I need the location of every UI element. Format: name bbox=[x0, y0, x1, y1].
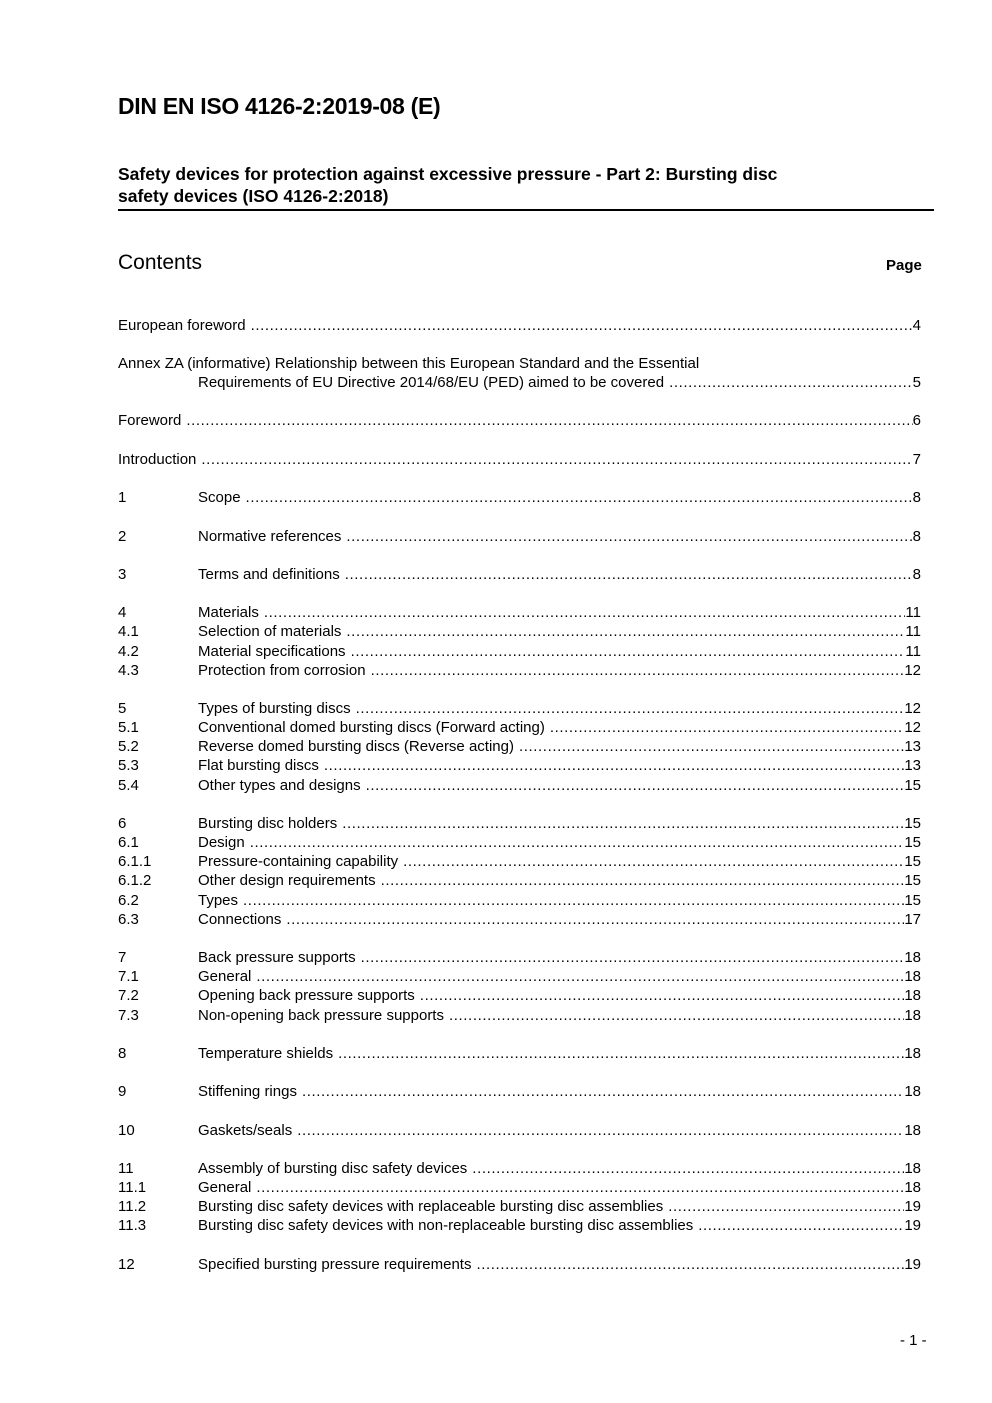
toc-leader-dots bbox=[251, 967, 904, 986]
toc-entry-page: 15 bbox=[904, 853, 921, 870]
toc-entry-page: 18 bbox=[904, 1007, 921, 1024]
toc-entry-title: European foreword bbox=[118, 317, 246, 334]
toc-entry[interactable] bbox=[118, 1006, 921, 1025]
toc-entry-number: 7.2 bbox=[118, 987, 139, 1004]
toc-leader-dots bbox=[238, 891, 904, 910]
toc-entry-title: Flat bursting discs bbox=[198, 757, 319, 774]
toc-entry-title: Non-opening back pressure supports bbox=[198, 1007, 444, 1024]
toc-leader-dots bbox=[366, 661, 905, 680]
toc-leader-dots bbox=[545, 718, 904, 737]
toc-entry-title: Requirements of EU Directive 2014/68/EU (PED) aimed to be covered bbox=[198, 374, 665, 391]
toc-entry-title: Other types and designs bbox=[198, 777, 361, 794]
toc-entry-number: 8 bbox=[118, 1045, 127, 1062]
toc-entry-title: Bursting disc safety devices with replaceable bursting disc assemblies bbox=[198, 1198, 664, 1215]
toc-entry-number: 11.1 bbox=[118, 1179, 147, 1196]
toc-leader-dots bbox=[251, 1178, 904, 1197]
toc-entry-title: Pressure-containing capability bbox=[198, 853, 399, 870]
toc-entry-number: 4.1 bbox=[118, 623, 139, 640]
toc-leader-dots bbox=[351, 699, 905, 718]
subtitle-line-1: Safety devices for protection against excessive pressure - Part 2: Bursting disc bbox=[118, 164, 778, 184]
toc-entry[interactable] bbox=[118, 527, 921, 546]
toc-entry-page: 12 bbox=[904, 662, 921, 679]
toc-entry[interactable] bbox=[118, 1159, 921, 1178]
toc-entry-title: Material specifications bbox=[198, 643, 346, 660]
toc-entry-title: Temperature shields bbox=[198, 1045, 334, 1062]
toc-entry[interactable] bbox=[118, 411, 921, 430]
toc-leader-dots bbox=[376, 871, 905, 890]
toc-entry-number: 3 bbox=[118, 566, 127, 583]
toc-entry[interactable] bbox=[118, 450, 921, 469]
toc-entry-title: Specified bursting pressure requirements bbox=[198, 1256, 472, 1273]
toc-entry-number: 1 bbox=[118, 489, 127, 506]
contents-heading: Contents bbox=[118, 251, 203, 274]
toc-entry-title: Bursting disc safety devices with non-replaceable bursting disc assemblies bbox=[198, 1217, 694, 1234]
toc-entry-title: Introduction bbox=[118, 451, 197, 468]
toc-entry[interactable] bbox=[118, 316, 921, 335]
toc-entry-page: 18 bbox=[904, 949, 921, 966]
toc-entry[interactable] bbox=[118, 756, 921, 775]
toc-entry[interactable] bbox=[118, 852, 921, 871]
toc-entry[interactable] bbox=[118, 776, 921, 795]
toc-entry[interactable] bbox=[118, 1044, 921, 1063]
toc-entry[interactable] bbox=[118, 642, 921, 661]
toc-entry-number: 7.3 bbox=[118, 1007, 139, 1024]
toc-entry[interactable] bbox=[118, 1178, 921, 1197]
toc-entry-page: 15 bbox=[904, 834, 921, 851]
toc-entry-title: Terms and definitions bbox=[198, 566, 340, 583]
toc-entry-number: 9 bbox=[118, 1083, 127, 1100]
toc-annex-za-line-1[interactable]: Annex ZA (informative) Relationship between this European Standard and the Essential bbox=[118, 355, 700, 372]
toc-entry-number: 11.2 bbox=[118, 1198, 147, 1215]
toc-leader-dots bbox=[333, 1044, 904, 1063]
toc-entry-number: 11.3 bbox=[118, 1217, 147, 1234]
toc-entry-title: Foreword bbox=[118, 412, 182, 429]
page-column-heading: Page bbox=[886, 257, 922, 274]
toc-entry-title: Selection of materials bbox=[198, 623, 342, 640]
toc-entry-page: 13 bbox=[904, 738, 921, 755]
toc-entry-page: 12 bbox=[904, 700, 921, 717]
toc-leader-dots bbox=[245, 833, 905, 852]
toc-entry[interactable] bbox=[118, 1197, 921, 1216]
toc-entry-title: Opening back pressure supports bbox=[198, 987, 415, 1004]
toc-entry-page: 12 bbox=[904, 719, 921, 736]
toc-entry-page: 18 bbox=[904, 1160, 921, 1177]
toc-entry-title: Conventional domed bursting discs (Forward acting) bbox=[198, 719, 545, 736]
document-title: DIN EN ISO 4126-2:2019-08 (E) bbox=[118, 93, 441, 119]
toc-entry-page: 18 bbox=[904, 987, 921, 1004]
toc-entry[interactable] bbox=[118, 1082, 921, 1101]
toc-entry-page: 18 bbox=[904, 1083, 921, 1100]
toc-entry-page: 8 bbox=[912, 489, 921, 506]
toc-entry-title: Reverse domed bursting discs (Reverse acting) bbox=[198, 738, 514, 755]
toc-entry-number: 5 bbox=[118, 700, 127, 717]
toc-entry-number: 4 bbox=[118, 604, 127, 621]
toc-leader-dots bbox=[319, 756, 904, 775]
toc-entry-page: 19 bbox=[904, 1256, 921, 1273]
toc-entry-number: 6.1.1 bbox=[118, 853, 152, 870]
toc-entry-title: Design bbox=[198, 834, 245, 851]
toc-leader-dots bbox=[341, 527, 912, 546]
toc-leader-dots bbox=[246, 316, 913, 335]
toc-entry-page: 15 bbox=[904, 777, 921, 794]
toc-entry[interactable] bbox=[118, 699, 921, 718]
toc-leader-dots bbox=[361, 776, 905, 795]
toc-entry-number: 6.3 bbox=[118, 911, 139, 928]
toc-entry-title: Gaskets/seals bbox=[198, 1122, 293, 1139]
toc-entry-page: 4 bbox=[912, 317, 921, 334]
toc-entry-title: Types of bursting discs bbox=[198, 700, 351, 717]
toc-entry-page: 17 bbox=[904, 911, 921, 928]
document-subtitle bbox=[118, 163, 934, 211]
toc-entry-number: 12 bbox=[118, 1256, 135, 1273]
toc-entry-title: Types bbox=[198, 892, 239, 909]
toc-entry[interactable] bbox=[118, 814, 921, 833]
footer-page-number: - 1 - bbox=[900, 1332, 927, 1349]
toc-leader-dots bbox=[196, 450, 912, 469]
toc-entry[interactable] bbox=[118, 565, 921, 584]
toc-entry-page: 15 bbox=[904, 815, 921, 832]
toc-entry-title: Assembly of bursting disc safety devices bbox=[198, 1160, 468, 1177]
toc-leader-dots bbox=[471, 1255, 904, 1274]
toc-leader-dots bbox=[181, 411, 912, 430]
toc-entry-page: 11 bbox=[905, 643, 921, 660]
toc-entry[interactable] bbox=[118, 622, 921, 641]
toc-entry[interactable] bbox=[118, 833, 921, 852]
toc-leader-dots bbox=[467, 1159, 904, 1178]
subtitle-line-2: safety devices (ISO 4126-2:2018) bbox=[118, 186, 389, 206]
toc-entry-number: 5.3 bbox=[118, 757, 139, 774]
toc-entry-page: 7 bbox=[912, 451, 921, 468]
toc-entry-page: 6 bbox=[912, 412, 921, 429]
toc-entry-title: Bursting disc holders bbox=[198, 815, 338, 832]
toc-entry-title: Materials bbox=[198, 604, 259, 621]
toc-entry-title: Scope bbox=[198, 489, 241, 506]
toc-entry-number: 6.1.2 bbox=[118, 872, 152, 889]
toc-leader-dots bbox=[664, 373, 913, 392]
toc-leader-dots bbox=[693, 1216, 904, 1235]
toc-leader-dots bbox=[340, 565, 913, 584]
toc-leader-dots bbox=[398, 852, 904, 871]
toc-entry[interactable] bbox=[118, 891, 921, 910]
toc-entry-number: 7.1 bbox=[118, 968, 139, 985]
toc-entry-page: 13 bbox=[904, 757, 921, 774]
toc-entry-title: Connections bbox=[198, 911, 282, 928]
toc-entry[interactable] bbox=[118, 986, 921, 1005]
toc-entry-title: Other design requirements bbox=[198, 872, 376, 889]
toc-entry-page: 15 bbox=[904, 872, 921, 889]
toc-entry-page: 15 bbox=[904, 892, 921, 909]
toc-entry-title: Back pressure supports bbox=[198, 949, 356, 966]
toc-leader-dots bbox=[292, 1121, 904, 1140]
toc-leader-dots bbox=[341, 622, 905, 641]
toc-entry-number: 5.1 bbox=[118, 719, 139, 736]
toc-entry-number: 5.2 bbox=[118, 738, 139, 755]
toc-entry-number: 2 bbox=[118, 528, 127, 545]
toc-entry[interactable] bbox=[118, 967, 921, 986]
toc-entry-page: 19 bbox=[904, 1217, 921, 1234]
toc-entry-number: 7 bbox=[118, 949, 127, 966]
toc-entry-page: 8 bbox=[912, 566, 921, 583]
toc-entry-number: 6.2 bbox=[118, 892, 139, 909]
toc-leader-dots bbox=[663, 1197, 904, 1216]
toc-annex-za-line-2[interactable] bbox=[118, 373, 921, 392]
toc-entry-page: 18 bbox=[904, 1122, 921, 1139]
toc-entry-page: 19 bbox=[904, 1198, 921, 1215]
toc-entry-page: 11 bbox=[905, 604, 921, 621]
toc-leader-dots bbox=[259, 603, 906, 622]
toc-leader-dots bbox=[241, 488, 913, 507]
toc-entry[interactable] bbox=[118, 871, 921, 890]
toc-entry[interactable] bbox=[118, 1255, 921, 1274]
toc-leader-dots bbox=[444, 1006, 904, 1025]
toc-entry-title: Stiffening rings bbox=[198, 1083, 297, 1100]
toc-entry-number: 11 bbox=[118, 1160, 134, 1177]
toc-entry[interactable] bbox=[118, 603, 921, 622]
toc-leader-dots bbox=[337, 814, 904, 833]
toc-entry[interactable] bbox=[118, 948, 921, 967]
toc-entry[interactable] bbox=[118, 488, 921, 507]
toc-entry-number: 4.2 bbox=[118, 643, 139, 660]
toc-entry-page: 8 bbox=[912, 528, 921, 545]
toc-entry-page: 5 bbox=[912, 374, 921, 391]
toc-leader-dots bbox=[356, 948, 905, 967]
toc-entry[interactable] bbox=[118, 1121, 921, 1140]
toc-entry-title: General bbox=[198, 968, 252, 985]
toc-entry-number: 10 bbox=[118, 1122, 135, 1139]
toc-entry-number: 5.4 bbox=[118, 777, 139, 794]
toc-entry[interactable] bbox=[118, 737, 921, 756]
toc-entry[interactable] bbox=[118, 661, 921, 680]
toc-entry-number: 4.3 bbox=[118, 662, 139, 679]
toc-entry-title: Normative references bbox=[198, 528, 342, 545]
toc-entry-title: General bbox=[198, 1179, 252, 1196]
toc-entry-page: 18 bbox=[904, 968, 921, 985]
toc-entry-page: 18 bbox=[904, 1045, 921, 1062]
toc-leader-dots bbox=[297, 1082, 904, 1101]
toc-entry[interactable] bbox=[118, 718, 921, 737]
toc-entry-page: 11 bbox=[905, 623, 921, 640]
toc-entry-number: 6 bbox=[118, 815, 127, 832]
toc-entry-title: Protection from corrosion bbox=[198, 662, 366, 679]
toc-leader-dots bbox=[346, 642, 906, 661]
toc-entry[interactable] bbox=[118, 910, 921, 929]
toc-entry-number: 6.1 bbox=[118, 834, 139, 851]
toc-leader-dots bbox=[415, 986, 905, 1005]
toc-entry-page: 18 bbox=[904, 1179, 921, 1196]
toc-leader-dots bbox=[281, 910, 904, 929]
toc-leader-dots bbox=[514, 737, 904, 756]
toc-entry[interactable] bbox=[118, 1216, 921, 1235]
